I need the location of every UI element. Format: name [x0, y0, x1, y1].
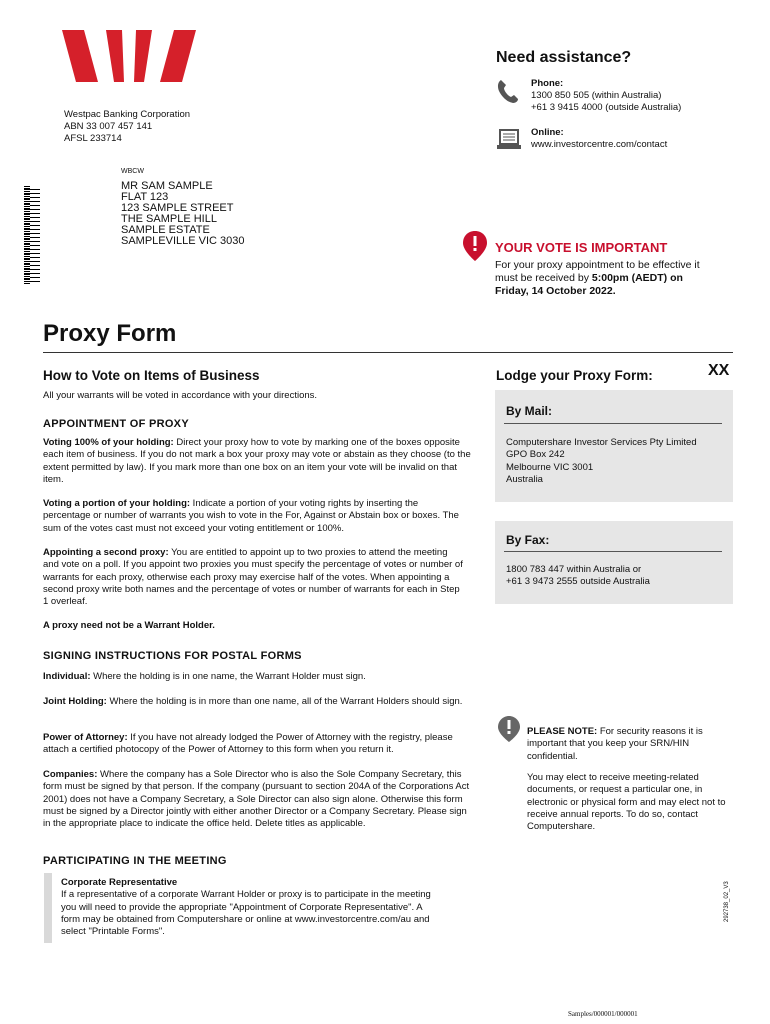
quote-bar [44, 873, 52, 943]
laptop-icon [496, 128, 522, 152]
phone-icon [496, 78, 520, 104]
note-text: PLEASE NOTE: For security reasons it is important that you keep your SRN/HIN confidential. [527, 726, 703, 762]
phone-info: Phone: 1300 850 505 (within Australia) +61 3 9415 4000 (outside Australia) [531, 78, 682, 113]
how-to-vote-title: How to Vote on Items of Business [43, 368, 260, 383]
alert-icon [463, 231, 487, 261]
mail-address: Computershare Investor Services Pty Limited GPO Box 242 Melbourne VIC 3001 Australia [506, 437, 697, 485]
westpac-logo [62, 30, 196, 82]
corporate-rep: Corporate Representative If a representative of a corporate Warrant Holder or proxy is to participate in the meeting you will need to provide the appropriate "Appointment of Corporate Representative". A form may be obtained from Computershare or online at www.investorcentre.com/au and select "Printable Forms". [61, 877, 431, 938]
appointment-title: APPOINTMENT OF PROXY [43, 418, 189, 430]
barcode-secondary [30, 186, 40, 284]
wbcw-code: WBCW [121, 168, 144, 175]
sample-footer: Samples/000001/000001 [568, 1010, 638, 1018]
assistance-title: Need assistance? [496, 49, 632, 66]
lodge-title: Lodge your Proxy Form: [496, 368, 653, 383]
note-text-2: You may elect to receive meeting-related documents, or request a particular one, in electronic or physical form and may elect not to receive annual reports. To do so, contact Computershare. [527, 772, 726, 833]
participating-title: PARTICIPATING IN THE MEETING [43, 855, 227, 867]
fax-rule [504, 551, 722, 552]
lodge-code: XX [708, 362, 730, 379]
signing-companies: Companies: Where the company has a Sole Director who is also the Sole Company Secretary, this form must be signed by that person. If the company (pursuant to section 204A of the Corporations Act 2001) does not have a Company Secretary, a Sole Director can also sign alone. Otherwise this form must be signed by a Director jointly with either another Director or a Company Secretary. Please sign in the appropriate place to indicate the office held. Delete titles as applicable. [43, 769, 470, 830]
fax-numbers: 1800 783 447 within Australia or +61 3 9473 2555 outside Australia [506, 564, 650, 588]
appointment-p4: A proxy need not be a Warrant Holder. [43, 620, 215, 631]
signing-title: SIGNING INSTRUCTIONS FOR POSTAL FORMS [43, 650, 302, 662]
vote-deadline: For your proxy appointment to be effective it must be received by 5:00pm (AEDT) on Friday, 14 October 2022. [495, 259, 700, 297]
appointment-p2: Voting a portion of your holding: Indicate a portion of your voting rights by inserting the percentage or number of warrants you wish to vote in the For, Against or Abstain box or boxes. The sum of the votes cast must not exceed your voting entitlement or 100%. [43, 498, 459, 534]
mailing-address: MR SAM SAMPLE FLAT 123 123 SAMPLE STREET THE SAMPLE HILL SAMPLE ESTATE SAMPLEVILLE VIC 3030 [121, 180, 245, 247]
online-info: Online: www.investorcentre.com/contact [531, 127, 668, 150]
title-rule [43, 352, 733, 353]
how-to-vote-intro: All your warrants will be voted in accordance with your directions. [43, 390, 318, 401]
side-code: 292738_02_V3 [724, 881, 730, 922]
appointment-p1: Voting 100% of your holding: Direct your proxy how to vote by marking one of the boxes opposite each item of business. If you do not mark a box your proxy may vote or abstain as they choose (to the extent permitted by law). If you mark more than one box on an item your vote will be invalid on that item. [43, 437, 471, 485]
online-link[interactable]: www.investorcentre.com/contact [531, 139, 668, 150]
mail-title: By Mail: [506, 404, 553, 418]
fax-title: By Fax: [506, 533, 550, 547]
signing-poa: Power of Attorney: If you have not already lodged the Power of Attorney with the registry, please attach a certified photocopy of the Power of Attorney to this form when you return it. [43, 732, 453, 756]
signing-joint: Joint Holding: Where the holding is in more than one name, all of the Warrant Holders should sign. [43, 696, 463, 707]
mail-rule [504, 423, 722, 424]
vote-title: YOUR VOTE IS IMPORTANT [495, 240, 668, 255]
page-title: Proxy Form [43, 320, 177, 347]
note-alert-icon [498, 716, 520, 742]
appointment-p3: Appointing a second proxy: You are entitled to appoint up to two proxies to attend the meeting and vote on a poll. If you appoint two proxies you must specify the percentage of votes or number of warrants for each proxy, otherwise each proxy may exercise half of the votes. When appointing a second proxy write both names and the percentage of votes or number of warrants for each in Step 1 overleaf. [43, 547, 463, 608]
company-info: Westpac Banking Corporation ABN 33 007 457 141 AFSL 233714 [64, 109, 191, 144]
signing-individual: Individual: Where the holding is in one name, the Warrant Holder must sign. [43, 671, 366, 682]
